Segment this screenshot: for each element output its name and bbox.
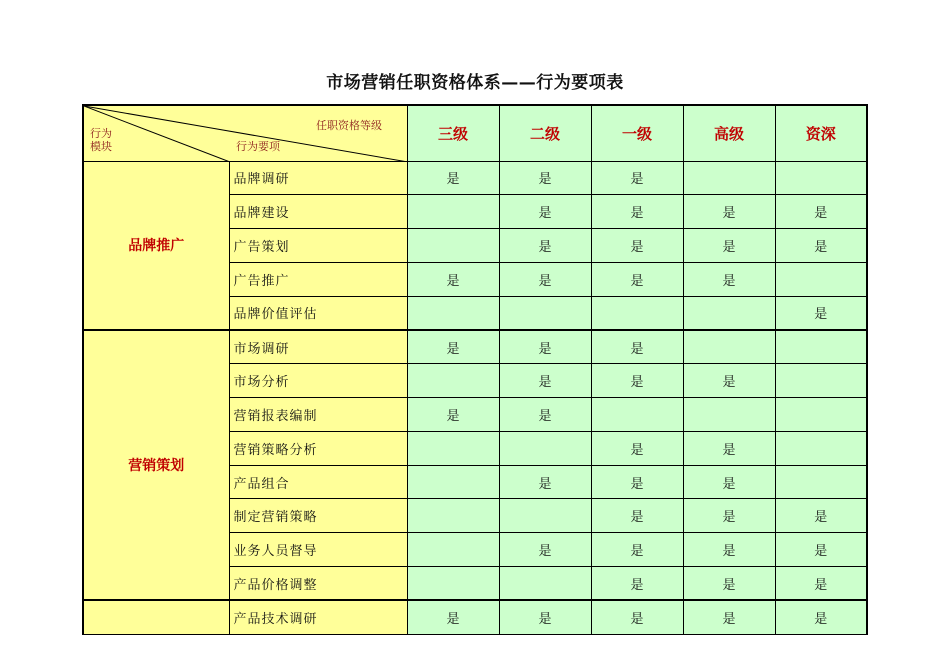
level-value-cell [407, 195, 499, 229]
table-row [83, 161, 867, 195]
level-header-senior: 高级 [683, 105, 775, 161]
behavior-table [82, 104, 868, 635]
corner-behavior-label: 行为 [90, 127, 112, 140]
level-value-cell: 是 [683, 465, 775, 499]
level-header-er: 二级 [499, 105, 591, 161]
behavior-item-cell: 品牌建设 [229, 195, 407, 229]
corner-module-label: 模块 [90, 140, 112, 153]
level-value-cell [683, 296, 775, 330]
level-value-cell [775, 161, 867, 195]
corner-level-label: 任职资格等级 [316, 119, 382, 132]
level-value-cell: 是 [591, 431, 683, 465]
level-value-cell [499, 567, 591, 601]
module-cell: 营销策划 [83, 330, 229, 600]
module-cell [83, 600, 229, 634]
level-value-cell: 是 [683, 364, 775, 398]
level-value-cell [775, 431, 867, 465]
level-value-cell: 是 [499, 161, 591, 195]
level-value-cell: 是 [591, 600, 683, 634]
level-value-cell [499, 499, 591, 533]
level-value-cell: 是 [499, 262, 591, 296]
level-value-cell: 是 [499, 600, 591, 634]
level-header-expert: 资深 [775, 105, 867, 161]
level-value-cell [683, 330, 775, 364]
behavior-item-cell: 市场调研 [229, 330, 407, 364]
behavior-item-cell: 产品技术调研 [229, 600, 407, 634]
level-value-cell [407, 499, 499, 533]
level-value-cell: 是 [775, 296, 867, 330]
behavior-item-cell: 制定营销策略 [229, 499, 407, 533]
behavior-item-cell: 产品价格调整 [229, 567, 407, 601]
level-value-cell [407, 567, 499, 601]
behavior-item-cell: 品牌调研 [229, 161, 407, 195]
level-value-cell: 是 [591, 262, 683, 296]
level-value-cell [499, 431, 591, 465]
level-value-cell [683, 161, 775, 195]
level-value-cell: 是 [775, 195, 867, 229]
behavior-item-cell: 产品组合 [229, 465, 407, 499]
module-cell: 品牌推广 [83, 161, 229, 330]
level-value-cell: 是 [591, 330, 683, 364]
level-value-cell [407, 533, 499, 567]
level-value-cell: 是 [407, 600, 499, 634]
level-value-cell [407, 465, 499, 499]
level-value-cell [775, 364, 867, 398]
level-value-cell: 是 [775, 600, 867, 634]
level-value-cell [775, 330, 867, 364]
level-value-cell [499, 296, 591, 330]
level-value-cell: 是 [407, 161, 499, 195]
level-value-cell [407, 296, 499, 330]
level-value-cell [407, 364, 499, 398]
level-value-cell: 是 [407, 262, 499, 296]
level-value-cell: 是 [775, 499, 867, 533]
level-value-cell: 是 [591, 195, 683, 229]
level-value-cell: 是 [499, 229, 591, 263]
level-value-cell: 是 [499, 533, 591, 567]
level-header-san: 三级 [407, 105, 499, 161]
behavior-item-cell: 业务人员督导 [229, 533, 407, 567]
level-value-cell: 是 [591, 465, 683, 499]
level-value-cell: 是 [591, 229, 683, 263]
level-value-cell: 是 [591, 567, 683, 601]
level-value-cell: 是 [499, 195, 591, 229]
level-value-cell: 是 [499, 364, 591, 398]
behavior-item-cell: 广告推广 [229, 262, 407, 296]
behavior-item-cell: 市场分析 [229, 364, 407, 398]
level-value-cell: 是 [683, 195, 775, 229]
level-value-cell: 是 [683, 262, 775, 296]
level-value-cell: 是 [775, 567, 867, 601]
level-value-cell: 是 [499, 398, 591, 432]
level-value-cell: 是 [683, 499, 775, 533]
level-value-cell: 是 [683, 567, 775, 601]
level-value-cell: 是 [683, 533, 775, 567]
level-value-cell [683, 398, 775, 432]
level-value-cell: 是 [591, 499, 683, 533]
level-value-cell: 是 [775, 229, 867, 263]
diagonal-lines [84, 106, 408, 162]
level-value-cell: 是 [591, 364, 683, 398]
table-row [83, 330, 867, 364]
level-value-cell [775, 398, 867, 432]
behavior-item-cell: 广告策划 [229, 229, 407, 263]
behavior-item-cell: 营销报表编制 [229, 398, 407, 432]
level-value-cell: 是 [775, 533, 867, 567]
level-value-cell: 是 [683, 229, 775, 263]
level-header-yi: 一级 [591, 105, 683, 161]
level-value-cell: 是 [591, 161, 683, 195]
page-title: 市场营销任职资格体系——行为要项表 [326, 73, 624, 93]
level-value-cell [591, 398, 683, 432]
behavior-item-cell: 品牌价值评估 [229, 296, 407, 330]
level-value-cell [591, 296, 683, 330]
level-value-cell: 是 [499, 330, 591, 364]
level-value-cell [775, 465, 867, 499]
level-value-cell [407, 431, 499, 465]
level-value-cell: 是 [407, 330, 499, 364]
level-value-cell: 是 [683, 431, 775, 465]
level-value-cell [775, 262, 867, 296]
corner-item-label: 行为要项 [236, 140, 280, 153]
level-value-cell: 是 [499, 465, 591, 499]
level-value-cell: 是 [591, 533, 683, 567]
level-value-cell: 是 [683, 600, 775, 634]
header-row [83, 105, 867, 161]
level-value-cell: 是 [407, 398, 499, 432]
behavior-item-cell: 营销策略分析 [229, 431, 407, 465]
level-value-cell [407, 229, 499, 263]
table-row [83, 600, 867, 634]
corner-header-cell [83, 105, 407, 161]
